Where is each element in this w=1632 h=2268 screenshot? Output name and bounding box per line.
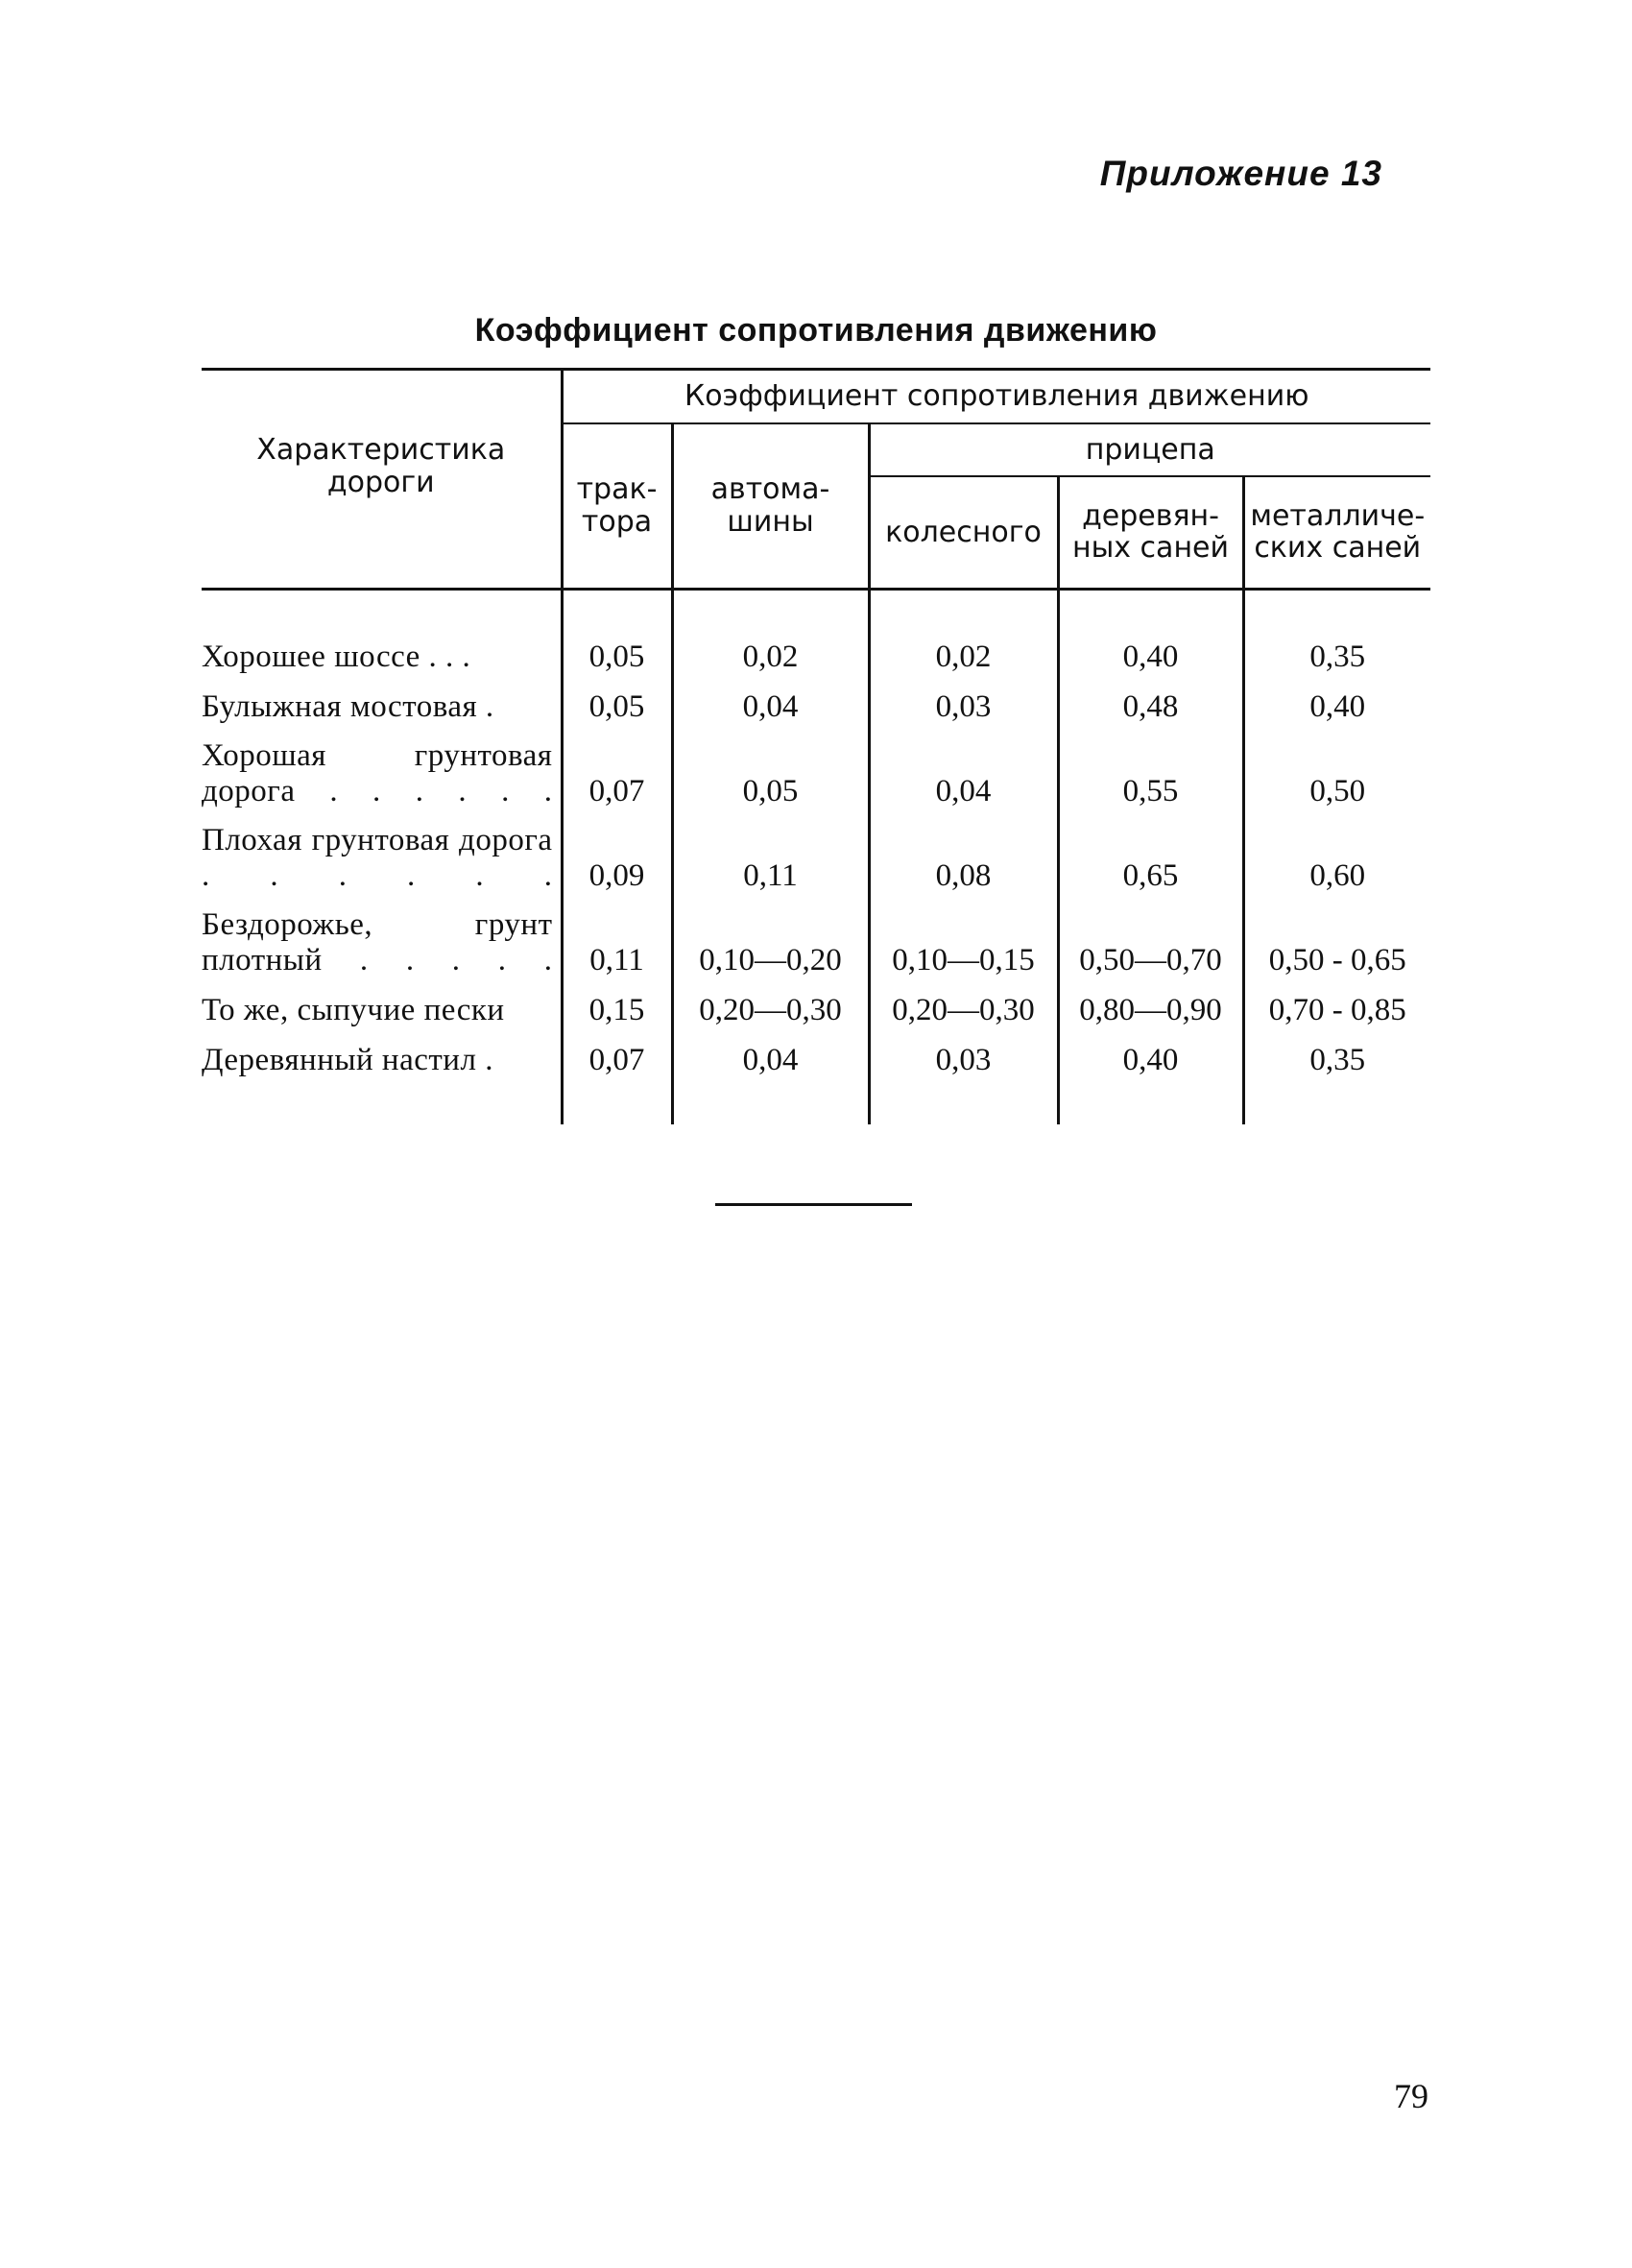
car-cell: 0,04 — [672, 1028, 869, 1078]
table-row — [202, 1028, 1430, 1078]
table-row — [202, 725, 1430, 809]
table-body — [202, 590, 1430, 1125]
wooden-sled-cell: 0,65 — [1058, 809, 1243, 894]
wheeled-cell: 0,03 — [869, 675, 1058, 725]
wheeled-cell: 0,08 — [869, 809, 1058, 894]
table-row — [202, 809, 1430, 894]
metal-sled-cell: 0,60 — [1243, 809, 1430, 894]
road-cell: Деревянный настил . — [202, 1043, 493, 1078]
table-row — [202, 894, 1430, 978]
metal-sled-cell: 0,50 — [1243, 725, 1430, 809]
wooden-sled-cell: 0,48 — [1058, 675, 1243, 725]
table-row — [202, 625, 1430, 675]
wooden-sled-cell: 0,40 — [1058, 625, 1243, 675]
car-cell: 0,02 — [672, 625, 869, 675]
road-cell: Плохая грунтовая дорога . . . . . . — [202, 823, 553, 894]
car-cell: 0,20—0,30 — [672, 978, 869, 1028]
resistance-group-header: Коэффициент сопротивления движению — [562, 370, 1430, 424]
road-cell: Бездорожье, грунт плотный . . . . . — [202, 907, 553, 978]
road-cell: То же, сыпучие пески — [202, 993, 505, 1028]
tractor-cell: 0,05 — [562, 675, 672, 725]
table-row — [202, 978, 1430, 1028]
wooden-sled-column-header: деревян- ных саней — [1058, 476, 1243, 590]
tractor-column-header: трак- тора — [562, 423, 672, 590]
wooden-sled-cell: 0,40 — [1058, 1028, 1243, 1078]
trailer-group-header: прицепа — [869, 423, 1430, 476]
road-cell: Булыжная мостовая . — [202, 689, 494, 725]
wheeled-cell: 0,03 — [869, 1028, 1058, 1078]
tractor-cell: 0,09 — [562, 809, 672, 894]
road-cell: Хорошая грунтовая дорога . . . . . . — [202, 738, 553, 809]
page-number: 79 — [1394, 2077, 1428, 2115]
wooden-sled-cell: 0,50—0,70 — [1058, 894, 1243, 978]
road-cell: Хорошее шоссе . . . — [202, 639, 471, 675]
table-head — [202, 370, 1430, 590]
table-row — [202, 675, 1430, 725]
road-characteristic-header: Характеристика дороги — [202, 370, 562, 590]
tractor-cell: 0,15 — [562, 978, 672, 1028]
tractor-cell: 0,11 — [562, 894, 672, 978]
car-column-header: автома- шины — [672, 423, 869, 590]
resistance-table — [202, 368, 1430, 1124]
metal-sled-cell: 0,50 - 0,65 — [1243, 894, 1430, 978]
tractor-cell: 0,05 — [562, 625, 672, 675]
car-cell: 0,11 — [672, 809, 869, 894]
wheeled-cell: 0,20—0,30 — [869, 978, 1058, 1028]
wheeled-cell: 0,10—0,15 — [869, 894, 1058, 978]
end-rule — [715, 1203, 912, 1206]
metal-sled-cell: 0,70 - 0,85 — [1243, 978, 1430, 1028]
wooden-sled-cell: 0,55 — [1058, 725, 1243, 809]
wooden-sled-cell: 0,80—0,90 — [1058, 978, 1243, 1028]
wheeled-cell: 0,02 — [869, 625, 1058, 675]
appendix-label: Приложение 13 — [1099, 154, 1382, 193]
wheeled-cell: 0,04 — [869, 725, 1058, 809]
tractor-cell: 0,07 — [562, 1028, 672, 1078]
table-title: Коэффициент сопротивления движению — [474, 312, 1158, 349]
metal-sled-cell: 0,40 — [1243, 675, 1430, 725]
metal-sled-cell: 0,35 — [1243, 1028, 1430, 1078]
car-cell: 0,04 — [672, 675, 869, 725]
car-cell: 0,10—0,20 — [672, 894, 869, 978]
metal-sled-cell: 0,35 — [1243, 625, 1430, 675]
wheeled-column-header: колесного — [869, 476, 1058, 590]
metal-sled-column-header: металличе- ских саней — [1243, 476, 1430, 590]
car-cell: 0,05 — [672, 725, 869, 809]
tractor-cell: 0,07 — [562, 725, 672, 809]
